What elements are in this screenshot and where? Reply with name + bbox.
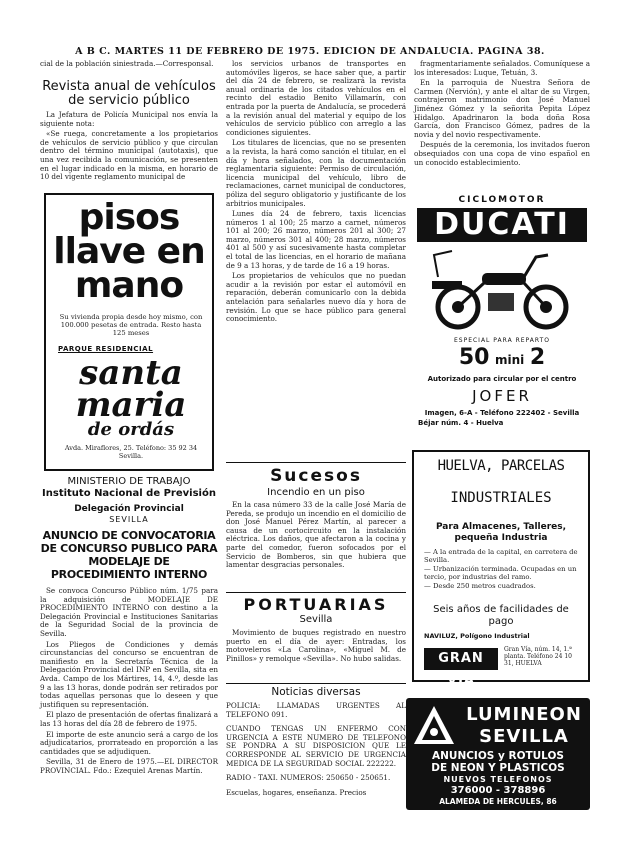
notice-city: SEVILLA <box>109 515 149 524</box>
notice-paragraph: El importe de este anuncio será a cargo de los adjudicatarios, prorrateado en proporción a las cantidades que se adjudiquen. <box>40 729 218 756</box>
ducati-authorized: Autorizado para circular por el centro <box>427 375 577 383</box>
notice-delegation: Delegación Provincial <box>74 504 184 514</box>
huelva-subtitle: Para Almacenes, Talleres, pequeña Industria <box>435 522 567 543</box>
right-paragraph: fragmentariamente señalados. Comuníquese a los interesados: Luque, Tetuán, 3. <box>414 59 590 77</box>
sucesos-title: Sucesos <box>270 466 362 486</box>
lumineon-advertisement <box>406 698 590 810</box>
ducati-advertisement <box>414 195 590 435</box>
notice-institute: Instituto Nacional de Previsión <box>42 488 216 499</box>
portuarias-subtitle: Sevilla <box>299 614 333 625</box>
middle-paragraph: Lunes día 24 de febrero, taxis licencias números 1 al 100; 25 marzo a carnet, números 101 al 200; 26 marzo, números 201 al 300; 27 marzo, números 301 al 400; 28 marzo, números 401 al 500 y así sucesivamente hasta completar el total de las licencias, en el horario de mañana de 9 a 13 horas, y de tarde de 16 a 19 horas. <box>226 209 406 270</box>
notice-body <box>40 586 218 775</box>
notice-paragraph: Los Pliegos de Condiciones y demás circunstancias del concurso se encuentran de manifiesto en la Secretaría Técnica de la Delegación Provincial del INP en Sevilla, sita en Avda. Campo de los Mártires, 14, 4.º, desde las 9 a las 13 horas, donde podrán ser retirados por todas aquellas personas que lo deseen y que justifiquen su representación. <box>40 639 218 709</box>
pisos-subtext: Su vivienda propia desde hoy mismo, con 100.000 pesetas de entrada. Resto hasta 125 meses <box>59 313 203 337</box>
lumineon-logo-icon <box>412 704 456 748</box>
lumineon-phones: 376000 - 378896 <box>450 785 546 796</box>
lumineon-line-1: ANUNCIOS y ROTULOS <box>432 750 564 762</box>
lumineon-line-3: NUEVOS TELEFONOS <box>443 775 553 784</box>
ducati-special: ESPECIAL PARA REPARTO <box>453 337 551 344</box>
huelva-naviluz: NAVILUZ, Polígono Industrial <box>424 632 530 640</box>
right-paragraph: Después de la ceremonia, los invitados fueron obsequiados con una copa de vino español en un conocido establecimiento. <box>414 140 590 167</box>
huelva-bullet: — Urbanización terminada. Ocupadas en un tercio, por industrias del ramo. <box>424 564 577 582</box>
noticias-item: RADIO - TAXI. NUMEROS: 250650 - 250651. <box>226 773 391 783</box>
brand-line-santa: santa <box>79 353 183 393</box>
right-top-body <box>414 60 590 178</box>
sucesos-subtitle: Incendio en un piso <box>267 487 365 498</box>
huelva-title-1: HUELVA, PARCELAS <box>437 458 565 474</box>
model-word: mini <box>495 353 525 367</box>
article-paragraph: «Se ruega, concretamente a los propietarios de vehículos de servicio público y que circulan dentro del término municipal (autotaxis), que una vez recibida la comunicación, se presenten en el lugar indicado en la misma, en horario de 10 del vigente reglamento municipal de <box>40 129 218 182</box>
divider <box>226 462 406 463</box>
noticias-item: CUANDO TENGAS UN ENFERMO CON URGENCIA A ESTE NUMERO DE TELEFONO SE PONDRA A SU DISPOSICION QUE LE CORRESPONDE AL SERVICIO DE URGENCIA MEDICA DE LA SEGURIDAD SOCIAL 222222. <box>226 724 406 768</box>
ducati-address-1: Imagen, 6-A - Teléfono 222402 - Sevilla <box>424 409 580 417</box>
ducati-model <box>414 345 590 370</box>
notice-paragraph: El plazo de presentación de ofertas finalizará a las 13 horas del día 28 de febrero de 1975. <box>40 710 218 728</box>
pisos-headline: pisos llave en mano <box>53 197 205 306</box>
ducati-label: CICLOMOTOR <box>458 195 546 205</box>
portuarias-body <box>226 629 406 679</box>
huelva-years: Seis años de facilidades de pago <box>433 604 569 627</box>
lumineon-line-2: DE NEON Y PLASTICOS <box>431 762 565 774</box>
brand-line-ordas: de ordás <box>87 419 175 440</box>
sucesos-body <box>226 501 406 589</box>
right-paragraph: En la parroquia de Nuestra Señora de Carmen (Nervión), y ante el altar de su Virgen, contrajeron matrimonio don José Manuel Jiménez Gómez y la señorita Pepita López Hidalgo. Apadrinaron la boda doña Rosa García, don Francisco Gómez, padres de la novia y del novio respectivamente. <box>414 78 590 139</box>
divider <box>226 683 406 684</box>
middle-paragraph: Los propietarios de vehículos que no puedan acudir a la revisión por estar el automóvil en reparación, deberán comunicarlo con la debida antelación para señalarles nuevo día y hora de revisión. Lo que se hace público para general conocimiento. <box>226 271 406 324</box>
article-body <box>40 110 218 182</box>
brand-line-maria: maria <box>75 385 187 425</box>
notice-title: ANUNCIO DE CONVOCATORIA DE CONCURSO PUBLICO PARA MODELAJE DE PROCEDIMIENTO INTERNO <box>40 529 218 581</box>
huelva-parcelas-advertisement <box>412 450 590 688</box>
lumineon-brand: LUMINEON <box>466 704 582 725</box>
noticias-body <box>226 702 406 842</box>
pisos-address: Avda. Miraflores, 25. Teléfono: 35 92 34 Sevilla. <box>64 444 198 460</box>
pisos-brand <box>54 353 208 440</box>
ducati-dealer: JOFER <box>472 387 532 405</box>
page-header: A B C. MARTES 11 DE FEBRERO DE 1975. EDICION DE ANDALUCIA. PAGINA 38. <box>75 46 545 57</box>
noticias-title: Noticias diversas <box>271 686 361 698</box>
middle-paragraph: Los titulares de licencias, que no se presenten a la revista, la hará como sanción el titular, en el día y hora señalados, con la documentación reglamentaria siguiente: Permiso de circulación, licencia municipal del vehículo, libro de reclamaciones, carnet municipal de conductores, póliza del seguro obligatorio y justificante de los arbitrios municipales. <box>226 138 406 208</box>
top-fragment-text: cial de la población siniestrada.—Corresponsal. <box>40 59 214 68</box>
notice-paragraph: Se convoca Concurso Público núm. 1/75 para la adquisición de MODELAJE DE PROCEDIMIENTO INTERNO con destino a la Delegación Provincial e Instituciones Sanitarias de la Seguridad Social de la provincia de Sevilla. <box>40 586 218 638</box>
left-top-fragment <box>40 60 218 69</box>
portuarias-paragraph: Movimiento de buques registrado en nuestro puerto en el día de ayer: Entradas, los motoveleros «La Carolina», «Miguel M. de Pinillos» y remolque «Sevilla». No hubo salidas. <box>226 628 406 663</box>
pisos-advertisement <box>44 193 214 471</box>
inp-notice <box>40 476 218 775</box>
middle-paragraph: los servicios urbanos de transportes en automóviles ligeros, se hace saber que, a partir del día 24 de febrero, se realizará la revista anual ordinaria de los citados vehículos en el recinto del estadio Benito Villamarín, con entrada por la puerta de Andalucía, se procederá a la revisión anual del material y equipo de los vehículos de servicio público con arreglo a las condiciones siguientes. <box>226 59 406 137</box>
model-suffix: 2 <box>529 345 546 370</box>
noticias-item: Escuelas, hogares, enseñanza. Precios <box>226 787 367 797</box>
sucesos-paragraph: En la casa número 33 de la calle José María de Pereda, se produjo un incendio en el domicilio de don José Manuel Pérez Martín, al parecer a causa de un cortocircuito en la instalación eléctrica. Los daños, que afectaron a la cocina y parte del comedor, fueron sofocados por el Servicio de Bomberos, sin que hubiera que lamentar desgracias personales. <box>226 500 406 570</box>
model-number: 50 <box>458 345 490 370</box>
huelva-bullets <box>424 548 580 590</box>
noticias-item: POLICIA: LLAMADAS URGENTES AL TELEFONO 091. <box>226 701 406 719</box>
huelva-agency-address: Gran Vía, núm. 14, 1.ª planta. Teléfono 24 10 31, HUELVA <box>504 646 572 667</box>
ducati-brand: DUCATI <box>417 208 587 242</box>
lumineon-address: ALAMEDA DE HERCULES, 86 <box>439 797 557 806</box>
moped-illustration-icon <box>424 247 580 331</box>
huelva-agency-logo: GRAN VIA <box>424 648 498 670</box>
portuarias-title: PORTUARIAS <box>243 595 389 614</box>
article-paragraph: La Jefatura de Policía Municipal nos envía la siguiente nota: <box>40 110 218 128</box>
huelva-bullet: — A la entrada de la capital, en carretera de Sevilla. <box>424 548 578 565</box>
pisos-parque-label: PARQUE RESIDENCIAL <box>58 345 154 353</box>
huelva-title-2: INDUSTRIALES <box>450 490 552 506</box>
lumineon-city: SEVILLA <box>479 726 569 747</box>
notice-signoff: Sevilla, 31 de Enero de 1975.—EL DIRECTOR PROVINCIAL. Fdo.: Ezequiel Arenas Martín. <box>40 757 218 775</box>
divider <box>226 592 406 593</box>
middle-intro-body <box>226 60 406 456</box>
article-title: Revista anual de vehículos de servicio público <box>42 79 216 108</box>
ducati-address-2: Béjar núm. 4 - Huelva <box>418 419 504 427</box>
huelva-bullet: — Desde 250 metros cuadrados. <box>424 581 536 590</box>
notice-ministry: MINISTERIO DE TRABAJO <box>67 476 191 487</box>
